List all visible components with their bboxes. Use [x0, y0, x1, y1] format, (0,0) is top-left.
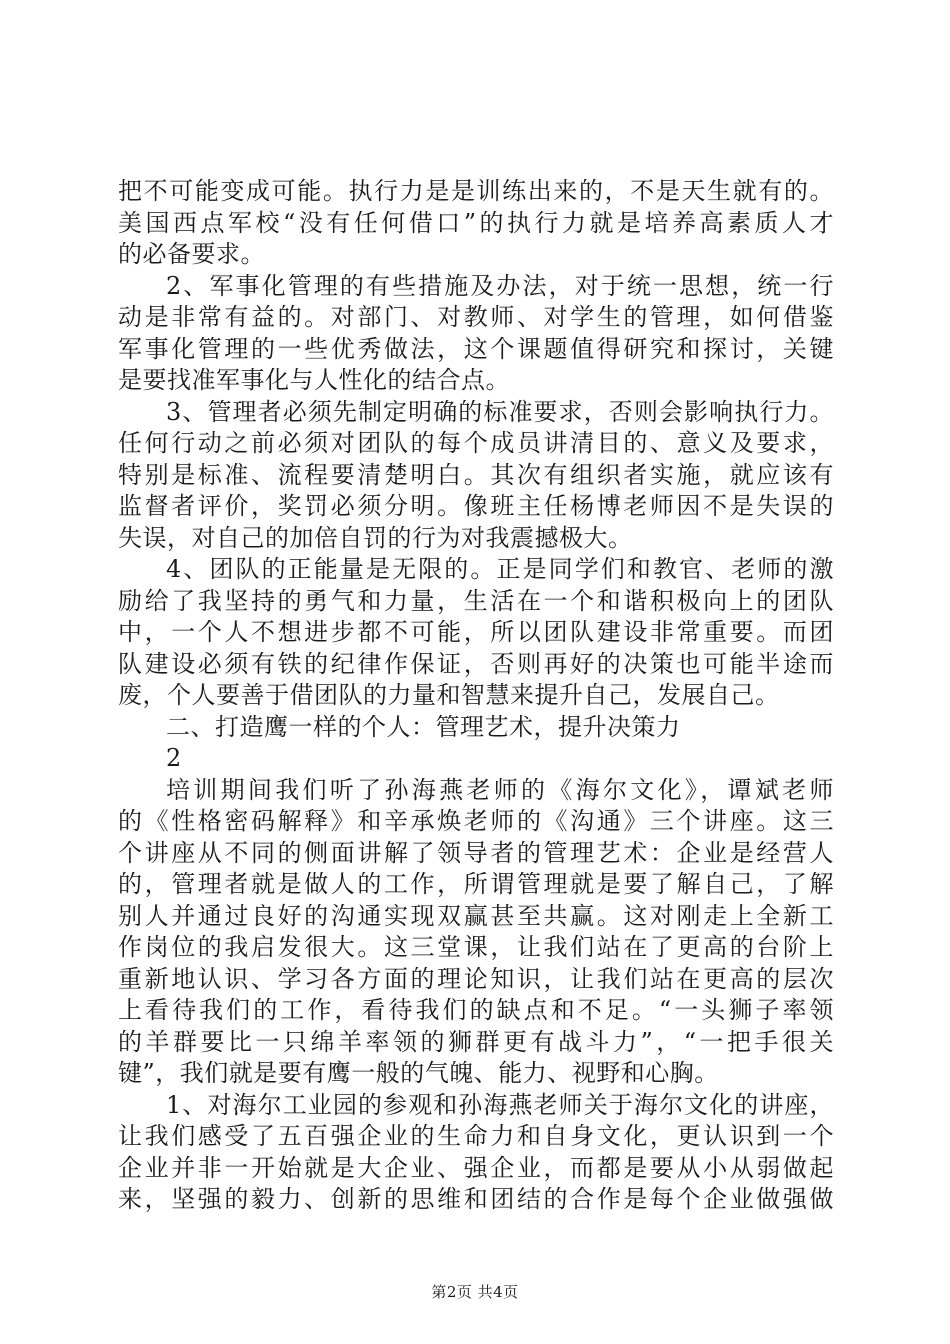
text-line: 培训期间我们听了孙海燕老师的《海尔文化》，谭斌老师 — [166, 775, 834, 804]
text-line: 中，一个人不想进步都不可能，所以团队建设非常重要。而团 — [118, 618, 834, 646]
text-line: 上看待我们的工作，看待我们的缺点和不足。“一头狮子率领 — [118, 996, 834, 1024]
text-line: 个讲座从不同的侧面讲解了领导者的管理艺术：企业是经营人 — [118, 838, 834, 867]
text-line: 特别是标准、流程要清楚明白。其次有组织者实施，就应该有 — [118, 460, 834, 489]
text-line: 队建设必须有铁的纪律作保证，否则再好的决策也可能半途而 — [118, 649, 834, 678]
text-line: 1、对海尔工业园的参观和孙海燕老师关于海尔文化的讲座， — [166, 1090, 834, 1119]
document-body — [118, 176, 834, 1216]
text-line: 军事化管理的一些优秀做法，这个课题值得研究和探讨，关键 — [118, 334, 834, 363]
text-line: 监督者评价，奖罚必须分明。像班主任杨博老师因不是失误的 — [118, 492, 834, 520]
text-line: 美国西点军校“没有任何借口”的执行力就是培养高素质人才 — [118, 208, 834, 237]
text-line: 键”，我们就是要有鹰一般的气魄、能力、视野和心胸。 — [118, 1059, 719, 1087]
text-line: 的必备要求。 — [118, 240, 265, 268]
text-line: 的，管理者就是做人的工作，所谓管理就是要了解自己，了解 — [118, 870, 834, 898]
text-line: 失误，对自己的加倍自罚的行为对我震撼极大。 — [118, 523, 633, 552]
text-line: 励给了我坚持的勇气和力量，生活在一个和谐积极向上的团队 — [118, 586, 834, 615]
text-line: 的《性格密码解释》和辛承焕老师的《沟通》三个讲座。这三 — [118, 807, 834, 835]
page-number-footer: 第2页 共4页 — [431, 1283, 519, 1301]
text-line: 动是非常有益的。对部门、对教师、对学生的管理，如何借鉴 — [118, 303, 834, 331]
text-line: 企业并非一开始就是大企业、强企业，而都是要从小从弱做起 — [118, 1153, 834, 1182]
text-line: 别人并通过良好的沟通实现双赢甚至共赢。这对刚走上全新工 — [118, 901, 834, 930]
text-line: 让我们感受了五百强企业的生命力和自身文化，更认识到一个 — [118, 1122, 834, 1150]
text-line: 3、管理者必须先制定明确的标准要求，否则会影响执行力。 — [166, 397, 834, 426]
text-line: 4、团队的正能量是无限的。正是同学们和教官、老师的激 — [166, 555, 834, 583]
text-line: 废，个人要善于借团队的力量和智慧来提升自己，发展自己。 — [118, 681, 780, 709]
text-line: 2、军事化管理的有些措施及办法，对于统一思想，统一行 — [166, 271, 834, 300]
section-heading: 二、打造鹰一样的个人：管理艺术，提升决策力 — [166, 712, 681, 741]
text-line: 2 — [166, 744, 182, 772]
text-line: 的羊群要比一只绵羊率领的狮群更有战斗力”，“一把手很关 — [118, 1027, 834, 1056]
text-line: 重新地认识、学习各方面的理论知识，让我们站在更高的层次 — [118, 964, 834, 993]
text-line: 作岗位的我启发很大。这三堂课，让我们站在了更高的台阶上 — [118, 933, 834, 961]
text-line: 来，坚强的毅力、创新的思维和团结的合作是每个企业做强做 — [118, 1185, 834, 1213]
text-line: 是要找准军事化与人性化的结合点。 — [118, 366, 510, 394]
text-line: 任何行动之前必须对团队的每个成员讲清目的、意义及要求， — [118, 429, 834, 457]
text-line: 把不可能变成可能。执行力是是训练出来的，不是天生就有的。 — [118, 177, 834, 205]
